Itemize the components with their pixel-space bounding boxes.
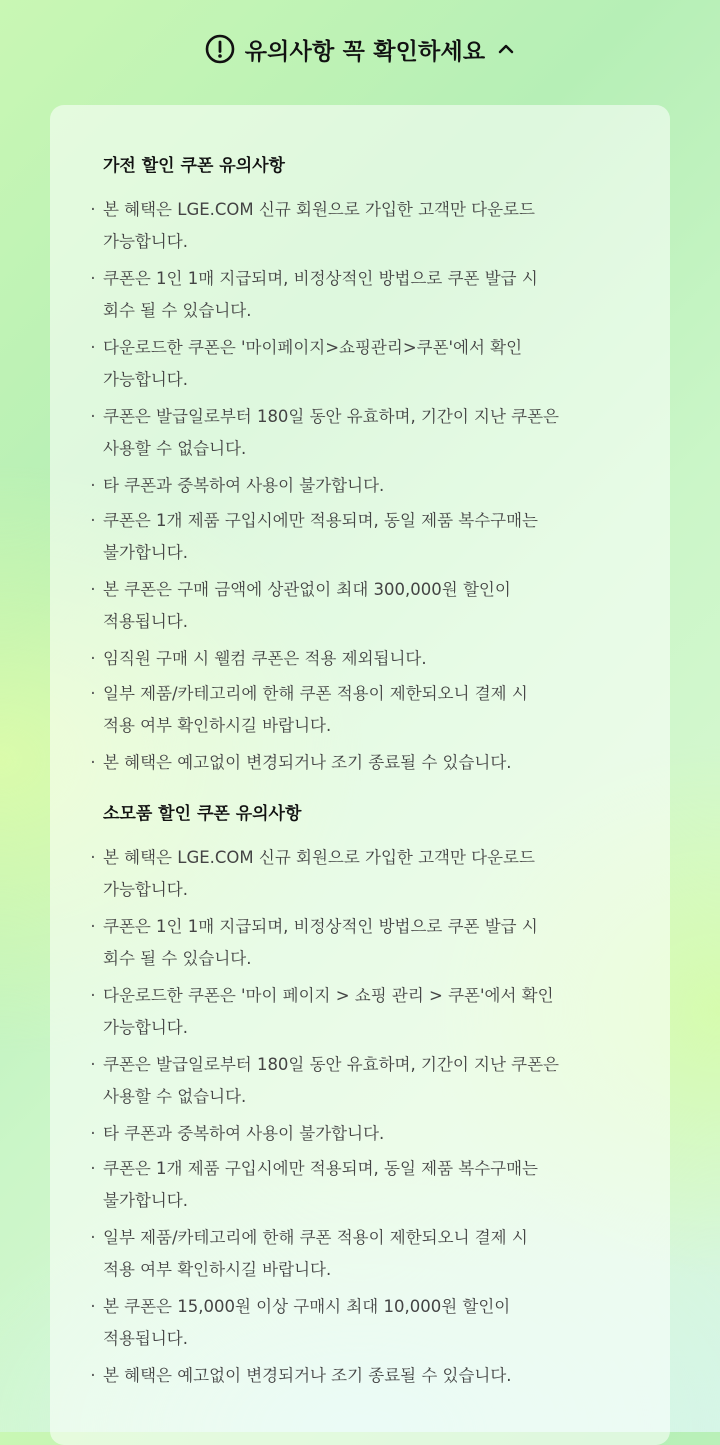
- bullet-dot: ·: [90, 986, 96, 1006]
- notice-item-text: 적용 여부 확인하시길 바랍니다.: [103, 1260, 332, 1279]
- notice-item-text: 쿠폰은 1개 제품 구입시에만 적용되며, 동일 제품 복수구매는: [103, 1159, 538, 1178]
- bullet-dot: ·: [90, 1228, 96, 1248]
- notice-title: 유의사항 꼭 확인하세요: [244, 38, 486, 65]
- bullet-dot: ·: [90, 848, 96, 868]
- exclamation-circle-icon: [205, 34, 235, 64]
- notice-item-text: 가능합니다.: [103, 880, 188, 899]
- section-title: 소모품 할인 쿠폰 유의사항: [103, 804, 302, 824]
- notice-item-text: 적용 여부 확인하시길 바랍니다.: [103, 716, 332, 735]
- bullet-dot: ·: [90, 1297, 96, 1317]
- notice-item-text: 회수 될 수 있습니다.: [103, 301, 252, 320]
- notice-item-text: 타 쿠폰과 중복하여 사용이 불가합니다.: [103, 1124, 385, 1143]
- notice-item-text: 임직원 구매 시 웰컴 쿠폰은 적용 제외됩니다.: [103, 649, 427, 668]
- notice-item-text: 불가합니다.: [103, 1191, 188, 1210]
- notice-item-text: 회수 될 수 있습니다.: [103, 949, 252, 968]
- notice-item-text: 본 혜택은 예고없이 변경되거나 조기 종료될 수 있습니다.: [103, 1366, 512, 1385]
- notice-item-text: 일부 제품/카테고리에 한해 쿠폰 적용이 제한되오니 결제 시: [103, 684, 528, 703]
- section-title: 가전 할인 쿠폰 유의사항: [103, 156, 285, 176]
- bullet-dot: ·: [90, 580, 96, 600]
- notice-item-text: 본 쿠폰은 15,000원 이상 구매시 최대 10,000원 할인이: [103, 1297, 511, 1316]
- chevron-up-icon[interactable]: [497, 40, 515, 58]
- bullet-dot: ·: [90, 1366, 96, 1386]
- bullet-dot: ·: [90, 684, 96, 704]
- notice-item-text: 쿠폰은 발급일로부터 180일 동안 유효하며, 기간이 지난 쿠폰은: [103, 407, 559, 426]
- notice-item-text: 쿠폰은 1인 1매 지급되며, 비정상적인 방법으로 쿠폰 발급 시: [103, 917, 538, 936]
- notice-item-text: 일부 제품/카테고리에 한해 쿠폰 적용이 제한되오니 결제 시: [103, 1228, 528, 1247]
- notice-item-text: 본 혜택은 예고없이 변경되거나 조기 종료될 수 있습니다.: [103, 753, 512, 772]
- bullet-dot: ·: [90, 649, 96, 669]
- notice-item-text: 본 혜택은 LGE.COM 신규 회원으로 가입한 고객만 다운로드: [103, 200, 535, 219]
- bullet-dot: ·: [90, 269, 96, 289]
- notice-item-text: 적용됩니다.: [103, 612, 188, 631]
- bullet-dot: ·: [90, 1124, 96, 1144]
- notice-item-text: 가능합니다.: [103, 1018, 188, 1037]
- notice-item-text: 불가합니다.: [103, 543, 188, 562]
- notice-item-text: 가능합니다.: [103, 232, 188, 251]
- bullet-dot: ·: [90, 1159, 96, 1179]
- notice-toggle-header[interactable]: [0, 24, 720, 74]
- bullet-dot: ·: [90, 407, 96, 427]
- notice-item-text: 본 쿠폰은 구매 금액에 상관없이 최대 300,000원 할인이: [103, 580, 511, 599]
- notice-item-text: 쿠폰은 발급일로부터 180일 동안 유효하며, 기간이 지난 쿠폰은: [103, 1055, 559, 1074]
- notice-item-text: 본 혜택은 LGE.COM 신규 회원으로 가입한 고객만 다운로드: [103, 848, 535, 867]
- notice-item-text: 다운로드한 쿠폰은 '마이페이지>쇼핑관리>쿠폰'에서 확인: [103, 338, 523, 357]
- notice-item-text: 적용됩니다.: [103, 1329, 188, 1348]
- bullet-dot: ·: [90, 511, 96, 531]
- notice-item-text: 쿠폰은 1개 제품 구입시에만 적용되며, 동일 제품 복수구매는: [103, 511, 538, 530]
- notice-item-text: 다운로드한 쿠폰은 '마이 페이지 > 쇼핑 관리 > 쿠폰'에서 확인: [103, 986, 554, 1005]
- bullet-dot: ·: [90, 338, 96, 358]
- notice-item-text: 사용할 수 없습니다.: [103, 439, 247, 458]
- bullet-dot: ·: [90, 917, 96, 937]
- notice-item-text: 가능합니다.: [103, 370, 188, 389]
- notice-panel: [50, 105, 670, 1445]
- notice-item-text: 쿠폰은 1인 1매 지급되며, 비정상적인 방법으로 쿠폰 발급 시: [103, 269, 538, 288]
- bullet-dot: ·: [90, 200, 96, 220]
- bullet-dot: ·: [90, 1055, 96, 1075]
- bullet-dot: ·: [90, 753, 96, 773]
- bullet-dot: ·: [90, 476, 96, 496]
- notice-item-text: 사용할 수 없습니다.: [103, 1087, 247, 1106]
- notice-item-text: 타 쿠폰과 중복하여 사용이 불가합니다.: [103, 476, 385, 495]
